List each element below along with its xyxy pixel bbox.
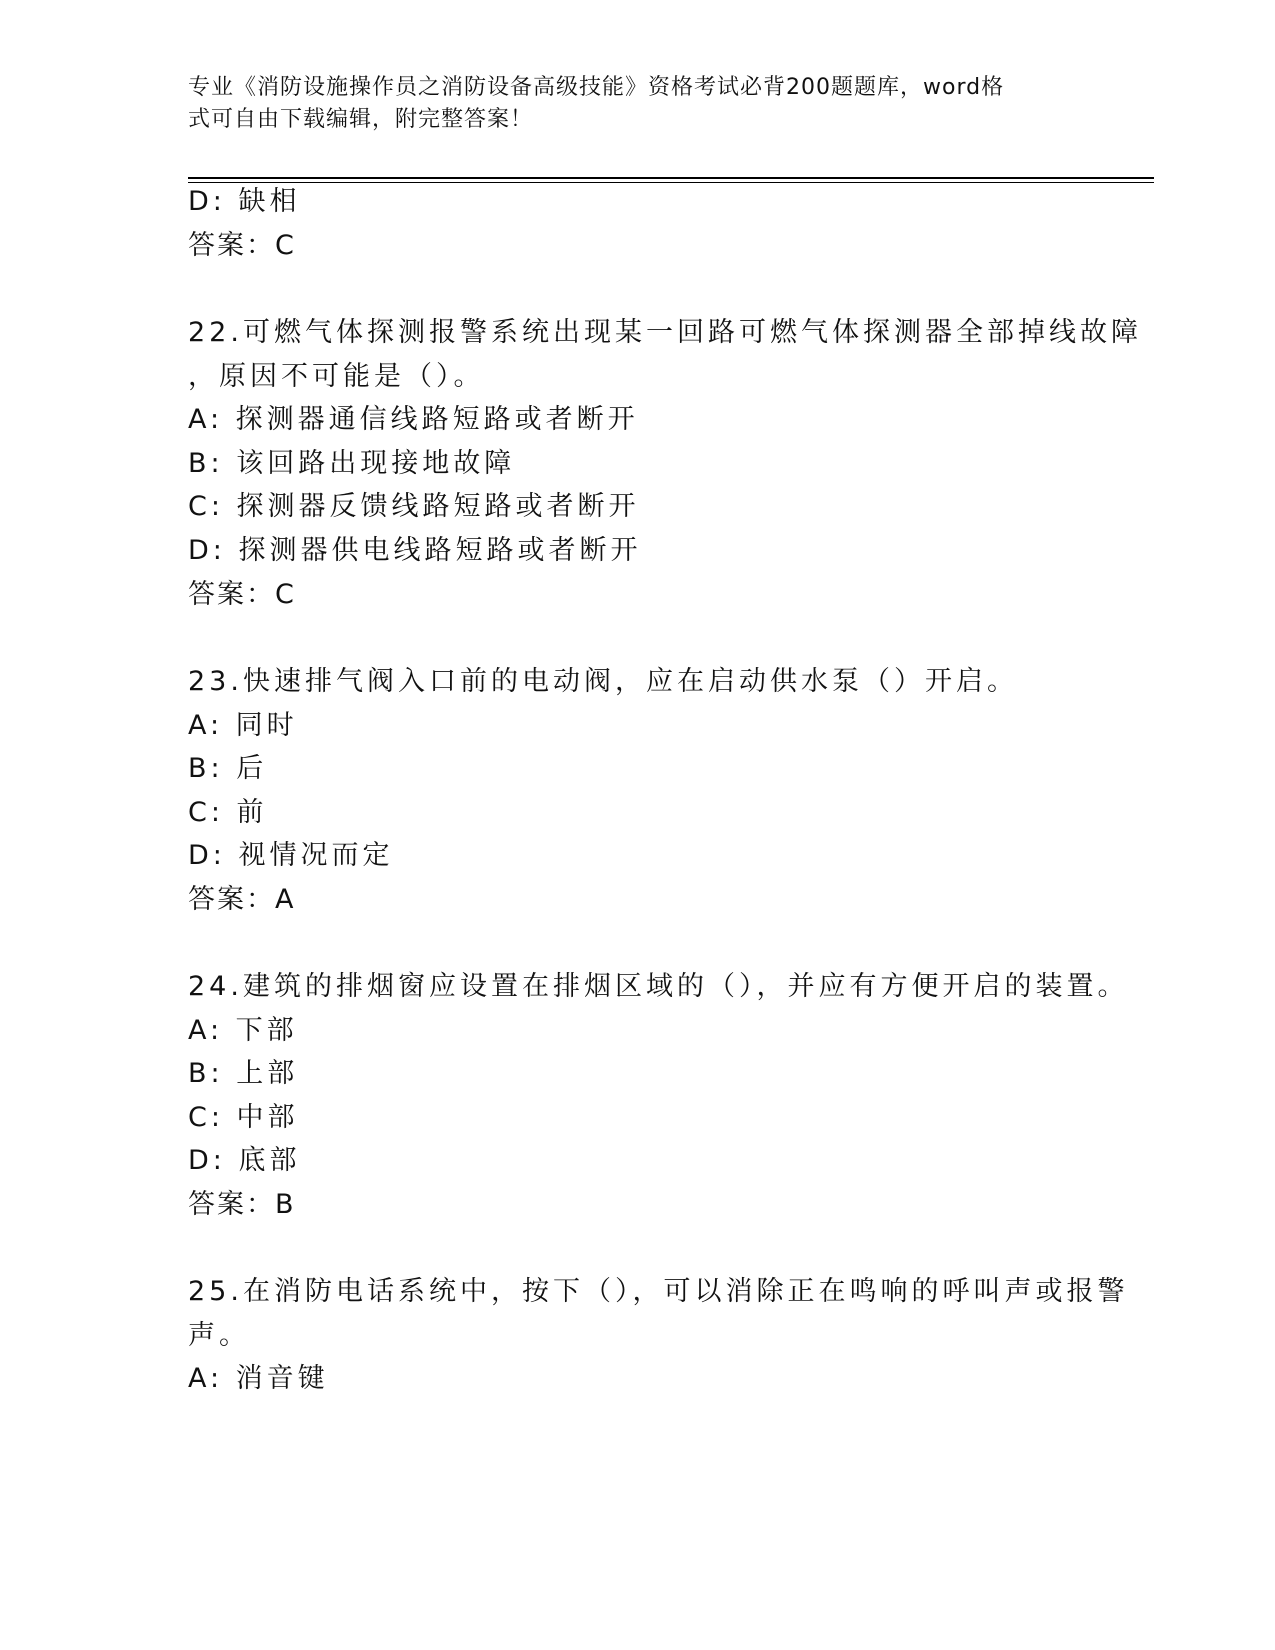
q23-option-a: A: 同时 (188, 710, 298, 741)
q22-option-c: C: 探测器反馈线路短路或者断开 (188, 491, 640, 522)
header-title-line-1: 专业《消防设施操作员之消防设备高级技能》资格考试必背200题题库，word格 (188, 75, 1005, 100)
q24-option-d: D: 底部 (188, 1145, 301, 1176)
q24-stem-line-1: 24.建筑的排烟窗应设置在排烟区域的（），并应有方便开启的装置。 (188, 971, 1129, 1002)
header-title-line-2: 式可自由下载编辑，附完整答案！ (188, 107, 534, 132)
q23-option-d: D: 视情况而定 (188, 840, 394, 871)
q23-option-b: B: 后 (188, 753, 268, 784)
q22-stem-line-1: 22.可燃气体探测报警系统出现某一回路可燃气体探测器全部掉线故障 (188, 317, 1142, 348)
header-divider-thick (188, 177, 1154, 179)
q22-option-b: B: 该回路出现接地故障 (188, 448, 516, 479)
q25-stem-line-1: 25.在消防电话系统中，按下（），可以消除正在鸣响的呼叫声或报警 (188, 1276, 1129, 1307)
q22-option-a: A: 探测器通信线路短路或者断开 (188, 404, 639, 435)
q22-option-d: D: 探测器供电线路短路或者断开 (188, 535, 642, 566)
q21-option-d: D: 缺相 (188, 186, 301, 217)
q22-answer: 答案：C (188, 579, 296, 610)
q21-answer: 答案：C (188, 230, 296, 261)
q23-answer: 答案：A (188, 884, 296, 915)
q24-answer: 答案：B (188, 1189, 296, 1220)
q25-option-a: A: 消音键 (188, 1363, 329, 1394)
q22-stem-line-2: ，原因不可能是（）。 (188, 361, 485, 392)
q23-option-c: C: 前 (188, 797, 268, 828)
page-header (188, 72, 1088, 136)
q23-stem-line-1: 23.快速排气阀入口前的电动阀，应在启动供水泵（）开启。 (188, 666, 1018, 697)
q24-option-c: C: 中部 (188, 1102, 299, 1133)
q24-option-a: A: 下部 (188, 1015, 298, 1046)
header-divider-thin (188, 182, 1154, 183)
q24-option-b: B: 上部 (188, 1058, 299, 1089)
q25-stem-line-2: 声。 (188, 1320, 250, 1351)
